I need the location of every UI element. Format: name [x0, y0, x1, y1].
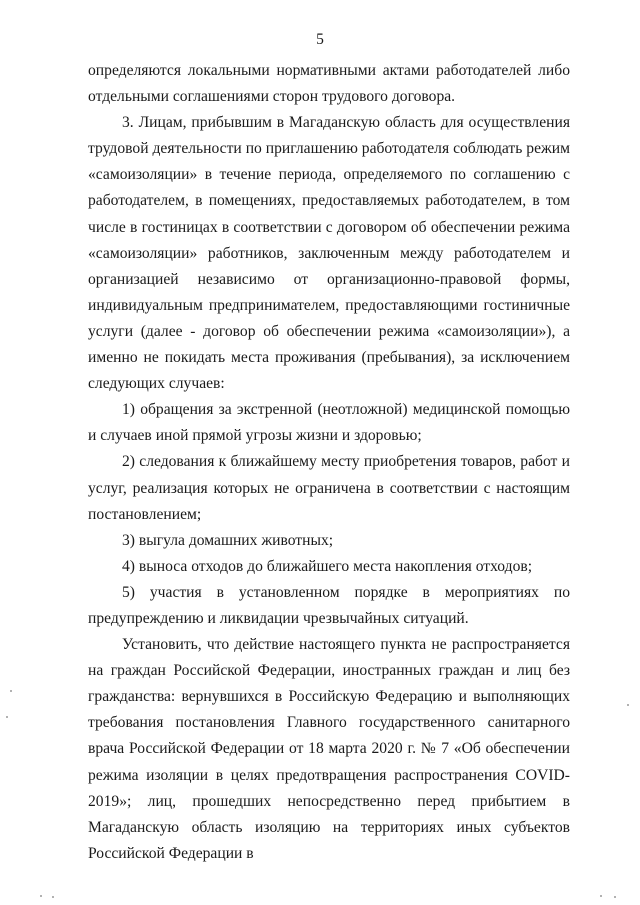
paragraph-continuation: определяются локальными нормативными актами работодателей либо отдельными соглашениями сторон трудового договора.: [88, 62, 570, 106]
scan-artifact: [600, 895, 602, 897]
scan-artifact: [627, 704, 629, 706]
paragraph-subitem-4: 4) выноса отходов до ближайшего места накопления отходов;: [122, 557, 533, 575]
scan-artifact: [52, 896, 54, 898]
scan-artifact: [614, 896, 616, 898]
page-number: 5: [316, 31, 324, 48]
scan-artifact: [6, 716, 8, 718]
paragraph-item-3: 3. Лицам, прибывшим в Магаданскую область для осуществления трудовой деятельности по приглашению работодателя соблюдать режим «самоизоляции» в течение периода, определяемого по соглашению с работодателем, в помещениях, предоставляемых работодателем, в том числе в гостиницах в соответствии с договором об обеспечении режима «самоизоляции» работников, заключенным между работодателем и организацией независимо от организационно-правовой формы, индивидуальным предпринимателем, предоставляющими гостиничные услуги (далее - договор об обеспечении режима «самоизоляции»), а именно не покидать места проживания (пребывания), за исключением следующих случаев:: [88, 114, 570, 393]
scan-artifact: [40, 895, 42, 897]
paragraph-subitem-1: 1) обращения за экстренной (неотложной) медицинской помощью и случаев иной прямой угрозы жизни и здоровью;: [88, 401, 570, 445]
paragraph-subitem-5: 5) участия в установленном порядке в мероприятиях по предупреждению и ликвидации чрезвычайных ситуаций.: [88, 583, 570, 627]
paragraph-subitem-3: 3) выгула домашних животных;: [122, 531, 334, 549]
paragraph-subitem-2: 2) следования к ближайшему месту приобретения товаров, работ и услуг, реализация которых не ограничена в соответствии с настоящим постановлением;: [88, 453, 570, 523]
document-body: [88, 58, 570, 867]
scan-artifact: [10, 690, 12, 692]
paragraph-exception: Установить, что действие настоящего пункта не распространяется на граждан Российской Федерации, иностранных граждан и лиц без гражданства: вернувшихся в Российскую Федерацию и выполняющих требования постановления Главного государственного санитарного врача Российской Федерации от 18 марта 2020 г. № 7 «Об обеспечении режима изоляции в целях предотвращения распространения COVID-2019»; лиц, прошедших непосредственно перед прибытием в Магаданскую область изоляцию на территориях иных субъектов Российской Федерации в: [88, 636, 570, 862]
